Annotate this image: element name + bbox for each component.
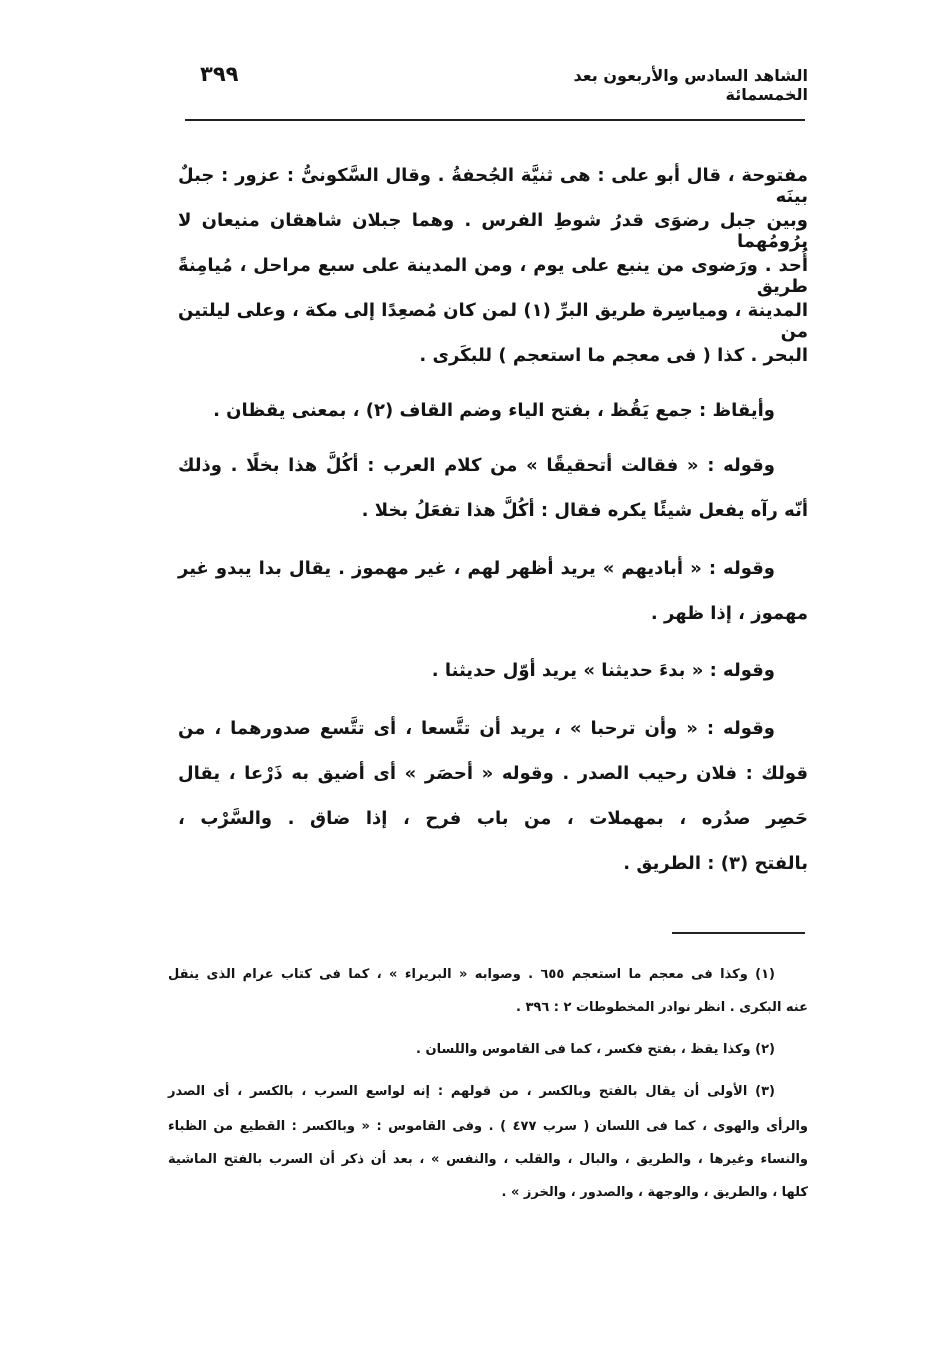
body-line: وبين جبل رضوَى قدرُ شوطِ الفرس . وهما جبلان شاهقان منيعان لا يرُومُهما <box>178 210 808 252</box>
body-line: بالفتح (٣) : الطريق . <box>623 853 808 874</box>
body-line: وأيقاظ : جمع يَقُظ ، بفتح الياء وضم القاف (٢) ، بمعنى يقظان . <box>213 400 775 421</box>
body-line: حَصِر صدُره ، بمهملات ، من باب فرح ، إذا ضاق . والسَّرْب ، <box>178 808 808 829</box>
body-line: قولك : فلان رحيب الصدر . وقوله « أحصَر » أى أضيق به ذَرْعا ، يقال <box>178 763 808 784</box>
chapter-title: الشاهد السادس والأربعون بعد الخمسمائة <box>573 66 808 104</box>
body-line: وقوله : « أباديهم » يريد أظهر لهم ، غير مهموز . يقال بدا يبدو غير <box>178 558 775 579</box>
body-line: أُحد . ورَضوى من ينبع على يوم ، ومن المدينة على سبع مراحل ، مُيامِنةً طريق <box>178 255 808 297</box>
page-number: ٣٩٩ <box>200 62 239 86</box>
body-line: مفتوحة ، قال أبو على : هى ثنيَّة الجُحفةُ . وقال السَّكونىُّ : عزور : جبلٌ بينَه <box>178 165 808 207</box>
body-line: وقوله : « بدءَ حديثنا » يريد أوّل حديثنا . <box>431 660 775 681</box>
footnote-line: عنه البكرى . انظر نوادر المخطوطات ٢ : ٣٩٦ . <box>515 1000 808 1015</box>
body-line: أنّه رآه يفعل شيئًا يكره فقال : أكُلَّ هذا تفعَلُ بخلا . <box>361 500 808 521</box>
footnote-line: (٢) وكذا يقظ ، بفتح فكسر ، كما فى القاموس واللسان . <box>416 1042 775 1057</box>
footnote-line: (١) وكذا فى معجم ما استعجم ٦٥٥ . وصوابه « البريراء » ، كما فى كتاب عرام الذى ينقل <box>168 967 775 982</box>
footnote-line: والرأى والهوى ، كما فى اللسان ( سرب ٤٧٧ ) . وفى القاموس : « وبالكسر : القطيع من الظباء <box>168 1119 808 1134</box>
footnote-separator <box>672 932 805 934</box>
body-line: البحر . كذا ( فى معجم ما استعجم ) للبكَرى . <box>419 345 808 366</box>
header-rule <box>185 119 805 121</box>
body-line: وقوله : « وأن ترحبا » ، يريد أن تتَّسعا ، أى تتَّسع صدورهما ، من <box>178 718 775 739</box>
body-line: المدينة ، ومياسِرة طريق البرِّ (١) لمن كان مُصعِدًا إلى مكة ، وعلى ليلتين من <box>178 300 808 342</box>
body-line: وقوله : « فقالت أتحقيقًا » من كلام العرب : أكُلَّ هذا بخلًا . وذلك <box>178 455 775 476</box>
footnote-line: والنساء وغيرها ، والطريق ، والبال ، والقلب ، والنفس » ، بعد أن ذكر أن السرب بالفتح الماشية <box>168 1152 808 1167</box>
body-line: مهموز ، إذا ظهر . <box>650 603 808 624</box>
footnote-line: (٣) الأولى أن يقال بالفتح وبالكسر ، من قولهم : إنه لواسع السرب ، بالكسر ، أى الصدر <box>168 1084 775 1099</box>
footnote-line: كلها ، والطريق ، والوجهة ، والصدور ، والخرز » . <box>501 1185 808 1200</box>
